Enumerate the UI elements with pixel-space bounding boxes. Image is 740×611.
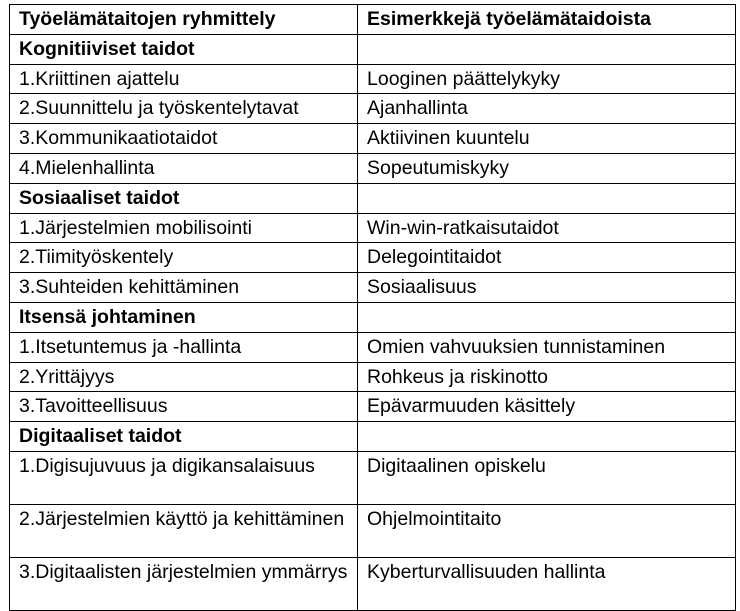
skill-group-item: 1.Järjestelmien mobilisointi — [10, 213, 358, 243]
table-row — [10, 451, 736, 504]
table-row — [10, 243, 736, 273]
skill-example: Aktiivinen kuuntelu — [358, 124, 736, 154]
skill-group-item: 2.Yrittäjyys — [10, 362, 358, 392]
skill-example: Ohjelmointitaito — [358, 504, 736, 557]
skill-example — [358, 34, 736, 64]
table-row — [10, 332, 736, 362]
skill-group-item: 3.Tavoitteellisuus — [10, 392, 358, 422]
header-examples: Esimerkkejä työelämätaidoista — [358, 5, 736, 35]
group-title: Sosiaaliset taidot — [10, 183, 358, 213]
skill-example — [358, 183, 736, 213]
skill-example: Digitaalinen opiskelu — [358, 451, 736, 504]
table-row — [10, 362, 736, 392]
skill-example: Rohkeus ja riskinotto — [358, 362, 736, 392]
skill-group-item: 1.Kriittinen ajattelu — [10, 64, 358, 94]
group-title: Digitaaliset taidot — [10, 422, 358, 452]
skill-example: Kyberturvallisuuden hallinta — [358, 557, 736, 610]
skill-group-item: 3.Kommunikaatiotaidot — [10, 124, 358, 154]
table-row — [10, 124, 736, 154]
skill-group-item: 2.Suunnittelu ja työskentelytavat — [10, 94, 358, 124]
group-title: Kognitiiviset taidot — [10, 34, 358, 64]
table-header-row — [10, 5, 736, 35]
skill-example: Sosiaalisuus — [358, 273, 736, 303]
group-row — [10, 302, 736, 332]
table-row — [10, 273, 736, 303]
table-row — [10, 504, 736, 557]
skill-example — [358, 422, 736, 452]
skill-group-item: 3.Digitaalisten järjestelmien ymmärrys — [10, 557, 358, 610]
table-row — [10, 213, 736, 243]
table-row — [10, 153, 736, 183]
skill-example: Omien vahvuuksien tunnistaminen — [358, 332, 736, 362]
skill-example: Sopeutumiskyky — [358, 153, 736, 183]
skill-group-item: 4.Mielenhallinta — [10, 153, 358, 183]
skill-group-item: 1.Itsetuntemus ja -hallinta — [10, 332, 358, 362]
group-row — [10, 34, 736, 64]
skill-group-item: 2.Järjestelmien käyttö ja kehittäminen — [10, 504, 358, 557]
table-row — [10, 64, 736, 94]
skill-group-item: 1.Digisujuvuus ja digikansalaisuus — [10, 451, 358, 504]
table-row — [10, 392, 736, 422]
skill-example: Win-win-ratkaisutaidot — [358, 213, 736, 243]
skill-example: Looginen päättelykyky — [358, 64, 736, 94]
skill-example: Ajanhallinta — [358, 94, 736, 124]
skill-example — [358, 302, 736, 332]
table-body — [10, 34, 736, 610]
group-row — [10, 183, 736, 213]
header-grouping: Työelämätaitojen ryhmittely — [10, 5, 358, 35]
skill-example: Epävarmuuden käsittely — [358, 392, 736, 422]
skills-table — [9, 4, 736, 611]
skill-group-item: 2.Tiimityöskentely — [10, 243, 358, 273]
skill-example: Delegointitaidot — [358, 243, 736, 273]
group-title: Itsensä johtaminen — [10, 302, 358, 332]
group-row — [10, 422, 736, 452]
skill-group-item: 3.Suhteiden kehittäminen — [10, 273, 358, 303]
table-row — [10, 94, 736, 124]
